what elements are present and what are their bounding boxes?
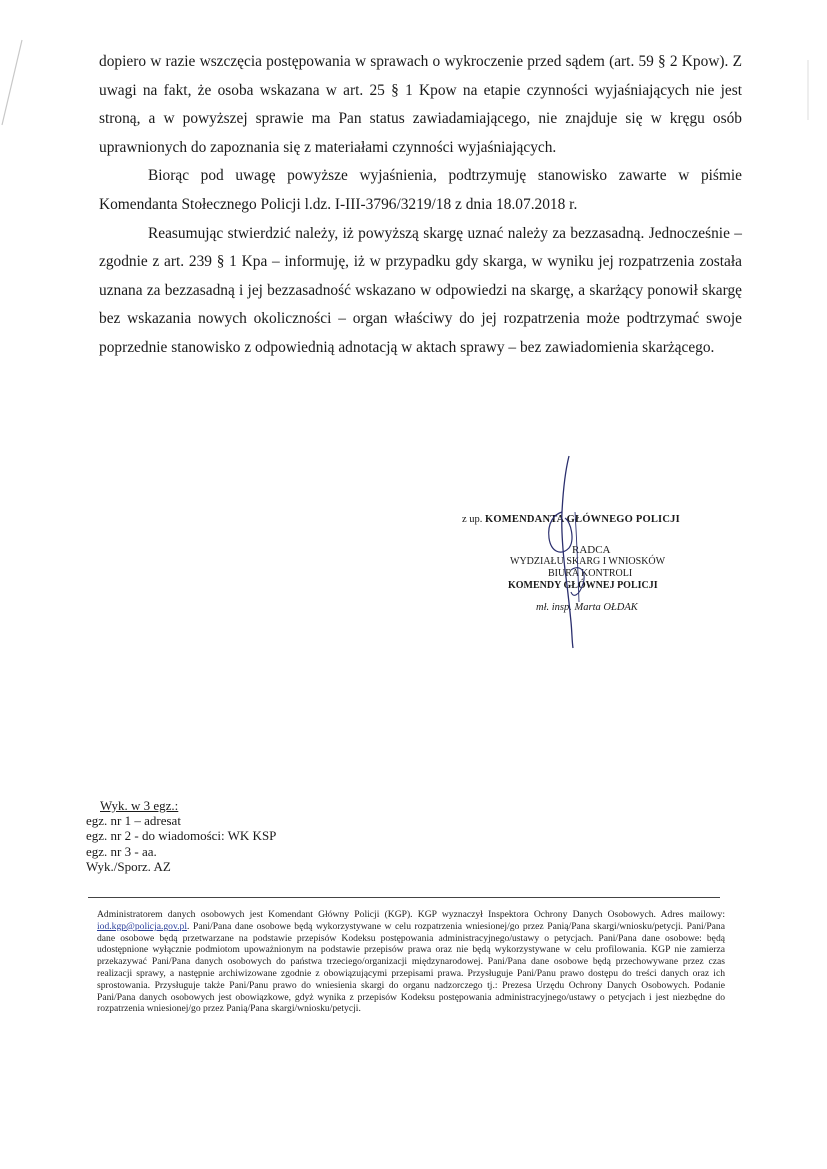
copy-line-2: egz. nr 2 - do wiadomości: WK KSP xyxy=(86,828,277,844)
letter-body xyxy=(99,48,742,363)
copy-line-1: egz. nr 1 – adresat xyxy=(86,813,181,829)
copies-header: Wyk. w 3 egz.: xyxy=(100,798,179,813)
gdpr-text-intro: Administratorem danych osobowych jest Komendant Główny Policji (KGP). KGP wyznaczył Inspektora Ochrony Danych Osobowych. Adres mailowy: xyxy=(97,909,725,920)
scan-edge-mark-right xyxy=(790,0,827,600)
author-line: Wyk./Sporz. AZ xyxy=(86,858,171,874)
signature-headquarters: KOMENDY GŁÓWNEJ POLICJI xyxy=(508,580,658,591)
signature-zup-title: KOMENDANTA GŁÓWNEGO POLICJI xyxy=(485,514,680,525)
gdpr-email-link[interactable]: iod.kgp@policja.gov.pl xyxy=(97,920,188,932)
paragraph-continuation: dopiero w razie wszczęcia postępowania w sprawach o wykroczenie przed sądem (art. 59 § 2 Kpow). Z uwagi na fakt, że osoba wskazana w art. 25 § 1 Kpow na etapie czynności wyjaśniających nie jest stroną, a w powyższej sprawie ma Pan status zawiadamiającego, nie znajduje się w kręgu osób uprawnionych do zapoznania się z materiałami czynności wyjaśniających. xyxy=(99,53,742,156)
signature-department: WYDZIAŁU SKARG I WNIOSKÓW xyxy=(510,556,666,567)
gdpr-notice xyxy=(97,909,725,1015)
paragraph-position: Biorąc pod uwagę powyższe wyjaśnienia, podtrzymuję stanowisko zawarte w piśmie Komendanta Stołecznego Policji l.dz. I-III-3796/3219/18 z dnia 18.07.2018 r. xyxy=(99,167,742,213)
paragraph-conclusion: Reasumując stwierdzić należy, iż powyższą skargę uznać należy za bezzasadną. Jednocześnie – zgodnie z art. 239 § 1 Kpa – informuję, iż w przypadku gdy skarga, w wyniku jej rozpatrzenia została uznana za bezzasadną i jej bezzasadność wskazano w odpowiedzi na skargę, a skarżący ponowił skargę bez wskazania nowych okoliczności – organ właściwy do jej rozpatrzenia może podtrzymać swoje poprzednie stanowisko z odpowiednią adnotacją w aktach sprawy – bez zawiadomienia skarżącego. xyxy=(99,224,742,356)
copy-line-3: egz. nr 3 - aa. xyxy=(86,843,157,859)
footer-divider xyxy=(88,897,720,898)
signature-rank: RADCA xyxy=(572,544,611,556)
copies-distribution xyxy=(86,798,276,874)
signature-name: mł. insp. Marta OŁDAK xyxy=(536,602,638,613)
signature-zup-prefix: z up. xyxy=(462,514,483,525)
signature-bureau: BIURA KONTROLI xyxy=(548,568,633,579)
scan-edge-mark xyxy=(0,0,30,140)
gdpr-text-body: . Pani/Pana dane osobowe będą wykorzystywane w celu rozpatrzenia wniesionej/go przez Panią/Pana skargi/wniosku/petycji. Pani/Pana dane osobowe będą przetwarzane na podstawie przepisów Kodeksu postępowania administracyjnego/ustawy o petycjach. Pani/Pana dane osobowe: będą udostępnione wyłącznie podmiotom upoważnionym na podstawie przepisów prawa oraz nie będą wykorzystywane w celu profilowania. KGP nie zamierza przekazywać Pani/Pana danych osobowych do państwa trzeciego/organizacji międzynarodowej. Pani/Pana dane osobowe będą przechowywane przez czas realizacji sprawy, a następnie archiwizowane zgodnie z obowiązującymi przepisami prawa. Przysługuje Pani/Panu prawo dostępu do treści danych oraz ich sprostowania. Przysługuje także Pani/Panu prawo do wniesienia skargi do organu nadzorczego tj.: Prezesa Urzędu Ochrony Danych Osobowych. Podanie Pani/Pana danych osobowych jest obowiązkowe, gdyż wynika z przepisów Kodeksu postępowania administracyjnego/ustawy o petycjach i jest niezbędne do rozpatrzenia wniesionej/go przez Panią/Pana skargi/wniosku/petycji. xyxy=(97,920,725,1015)
handwritten-signature xyxy=(535,452,615,652)
